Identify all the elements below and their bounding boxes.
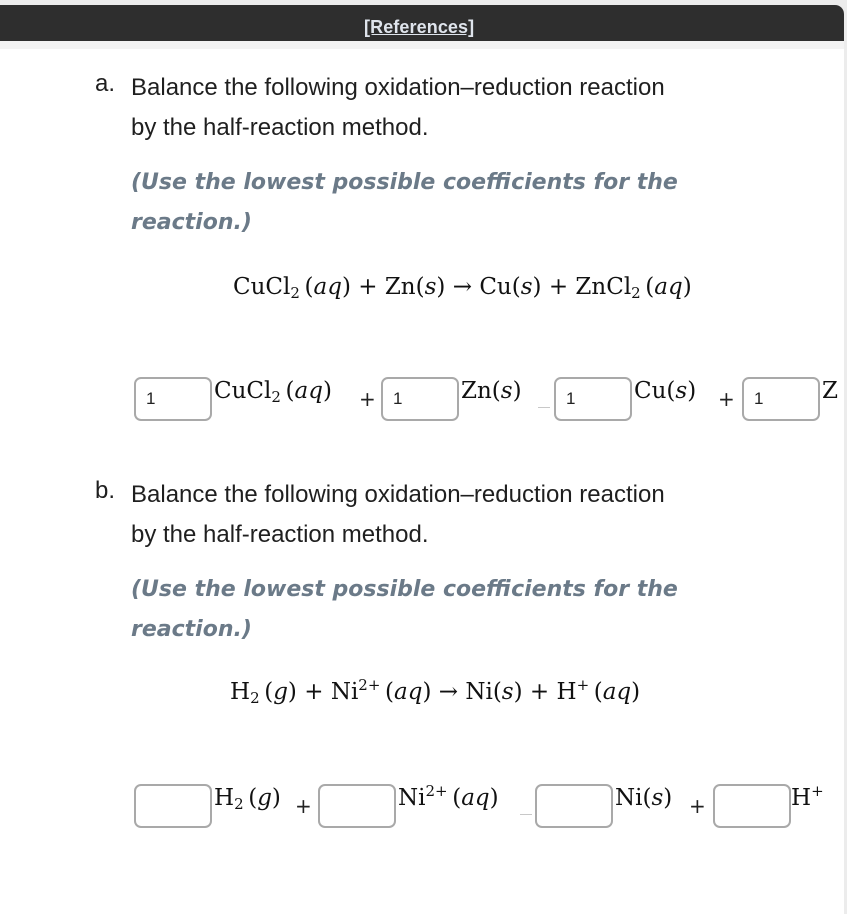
coefficient-input-cu[interactable] (554, 377, 632, 421)
species-subscript: 2 (234, 795, 244, 813)
arrow-placeholder (538, 407, 550, 408)
species-formula: CuCl (214, 378, 272, 404)
part-a-prompt: Balance the following oxidation–reduction reaction by the half-reaction method. (131, 74, 665, 141)
species-formula: Z (822, 378, 838, 404)
species-state: g (257, 785, 272, 811)
species-formula: H (214, 785, 235, 811)
reactant-1-state: g (273, 679, 288, 705)
species-formula: Ni (615, 785, 643, 811)
reactant-2-formula: Ni (330, 679, 359, 705)
coefficient-input-cucl2[interactable] (134, 377, 212, 421)
reactant-1-state: aq (313, 274, 342, 300)
part-b-prompt: Balance the following oxidation–reduction reaction by the half-reaction method. (131, 481, 665, 548)
species-subscript: 2 (271, 388, 281, 406)
species-formula: H (791, 785, 812, 811)
plus-sign: + (304, 679, 324, 705)
plus-sign: + (359, 387, 376, 411)
species-formula: Cu (634, 378, 667, 404)
references-link[interactable]: [References] (364, 17, 475, 37)
product-2-state: aq (602, 679, 632, 705)
species-state: aq (461, 785, 490, 811)
reactant-1-formula: CuCl (233, 274, 291, 300)
product-2-formula: ZnCl (575, 274, 632, 300)
part-a-hint: (Use the lowest possible coefficients for the reaction.) (131, 170, 678, 235)
part-b-letter: b. (95, 477, 116, 504)
part-b-hint: (Use the lowest possible coefficients for the reaction.) (131, 577, 678, 642)
product-1-state: s (501, 679, 514, 705)
answer-species-h2: $H_2$ (g) (214, 785, 281, 813)
reaction-arrow: → (438, 679, 459, 705)
reactant-1-subscript: 2 (290, 284, 300, 302)
reactant-1-formula: H (230, 679, 251, 705)
species-charge: 2+ (425, 782, 448, 800)
product-2-subscript: 2 (631, 284, 641, 302)
reactant-2-state: aq (394, 679, 423, 705)
answer-species-zncl2 (822, 378, 838, 404)
reactant-2-charge: 2+ (358, 676, 381, 694)
coefficient-input-hplus[interactable] (713, 784, 791, 828)
species-state: s (651, 785, 664, 811)
answer-species-zn: Zn(s) (461, 378, 522, 404)
plus-sign: + (358, 274, 378, 300)
answer-species-cucl2: CuCl$_2$ (aq) (214, 378, 332, 406)
species-formula: Ni (398, 785, 426, 811)
product-2-formula: H (556, 679, 577, 705)
top-bar (0, 5, 844, 41)
product-1-formula: Cu (479, 274, 512, 300)
answer-species-ni: Ni(s) (615, 785, 673, 811)
part-a-reaction-equation: CuCl$_2$ (aq) + Zn(s) → Cu(s) + ZnCl$_2$ (aq) (233, 274, 692, 302)
species-state: s (500, 378, 513, 404)
plus-sign: + (689, 794, 706, 818)
species-charge: + (811, 782, 824, 800)
answer-species-cu: Cu(s) (634, 378, 697, 404)
coefficient-input-ni2plus[interactable] (318, 784, 396, 828)
part-b-reaction-equation: $H_2$ $(g) + Ni^{2+}$ (aq) → Ni(s) + H+ (aq) (230, 676, 641, 707)
species-state: s (675, 378, 688, 404)
coefficient-input-zncl2[interactable] (742, 377, 820, 421)
product-1-state: s (520, 274, 533, 300)
question-panel (0, 41, 844, 914)
plus-sign: + (295, 794, 312, 818)
answer-species-ni2plus: $Ni^{2+}$ (aq) (398, 782, 499, 811)
coefficient-input-h2[interactable] (134, 784, 212, 828)
coefficient-input-zn[interactable] (381, 377, 459, 421)
reactant-2-state: s (424, 274, 437, 300)
answer-species-hplus (791, 782, 824, 811)
species-formula: Zn (461, 378, 492, 404)
part-a-letter: a. (95, 70, 116, 97)
product-2-state: aq (654, 274, 683, 300)
plus-sign: + (718, 387, 735, 411)
reactant-1-subscript: 2 (250, 689, 260, 707)
product-1-formula: Ni (465, 679, 493, 705)
product-2-charge: + (576, 676, 590, 694)
coefficient-input-ni[interactable] (535, 784, 613, 828)
reaction-arrow: → (452, 274, 472, 300)
species-state: aq (294, 378, 323, 404)
arrow-placeholder (520, 814, 532, 815)
plus-sign: + (548, 274, 569, 300)
plus-sign: + (529, 679, 550, 705)
reactant-2-formula: Zn (384, 274, 416, 300)
